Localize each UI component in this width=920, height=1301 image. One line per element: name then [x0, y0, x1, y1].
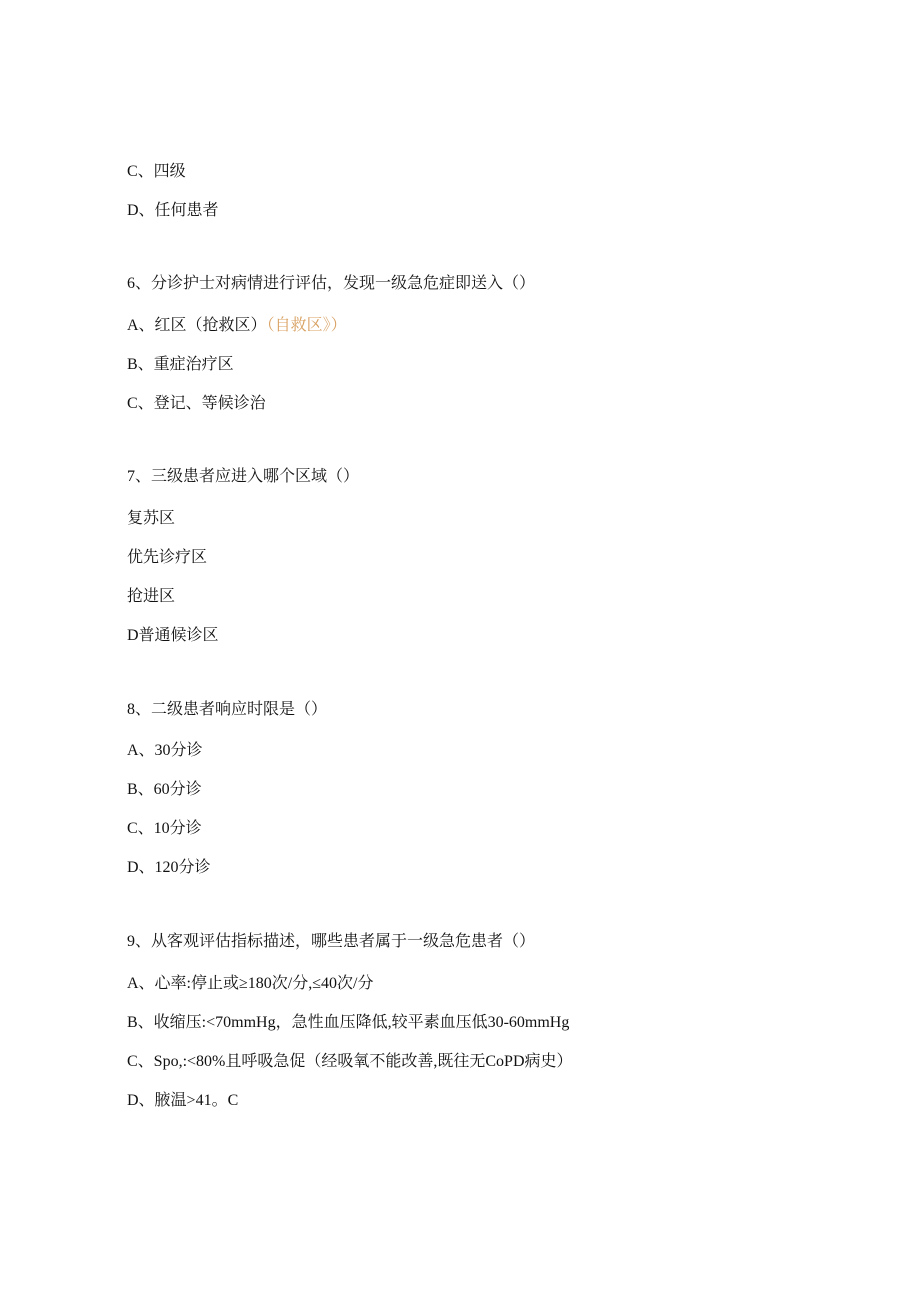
q9-option-b: B、收缩压:<70mmHg，急性血压降低,较平素血压低30-60mmHg — [127, 1014, 570, 1031]
q7-question: 7、三级患者应进入哪个区域（） — [127, 468, 360, 485]
q6-question: 6、分诊护士对病情进行评估，发现一级急危症即送入（） — [127, 275, 536, 292]
q8-option-b: B、60分诊 — [127, 781, 202, 798]
q5-option-c: C、四级 — [127, 163, 186, 180]
q6-option-a-annotation: （自救区》） — [266, 317, 347, 334]
q7-option-3: 抢进区 — [127, 588, 176, 605]
q7-option-4: D普通候诊区 — [127, 627, 219, 644]
q9-question: 9、从客观评估指标描述，哪些患者属于一级急危患者（） — [127, 933, 536, 950]
q6-option-b: B、重症治疗区 — [127, 356, 234, 373]
q8-option-c: C、10分诊 — [127, 820, 202, 837]
q8-option-a: A、30分诊 — [127, 742, 203, 759]
q6-option-a — [127, 316, 347, 336]
q5-option-d: D、任何患者 — [127, 202, 219, 219]
q6-option-c: C、登记、等候诊治 — [127, 395, 266, 412]
q9-option-a: A、心率:停止或≥180次/分,≤40次/分 — [127, 975, 374, 992]
q9-option-c: C、Spo,:<80%且呼吸急促（经吸氧不能改善,既往无CoPD病史） — [127, 1053, 573, 1070]
q9-option-d: D、腋温>41。C — [127, 1092, 239, 1109]
q6-option-a-text: A、红区（抢救区） — [127, 317, 267, 334]
q7-option-1: 复苏区 — [127, 510, 176, 527]
q7-option-2: 优先诊疗区 — [127, 549, 208, 566]
q8-question: 8、二级患者响应时限是（） — [127, 701, 328, 718]
q8-option-d: D、120分诊 — [127, 859, 211, 876]
